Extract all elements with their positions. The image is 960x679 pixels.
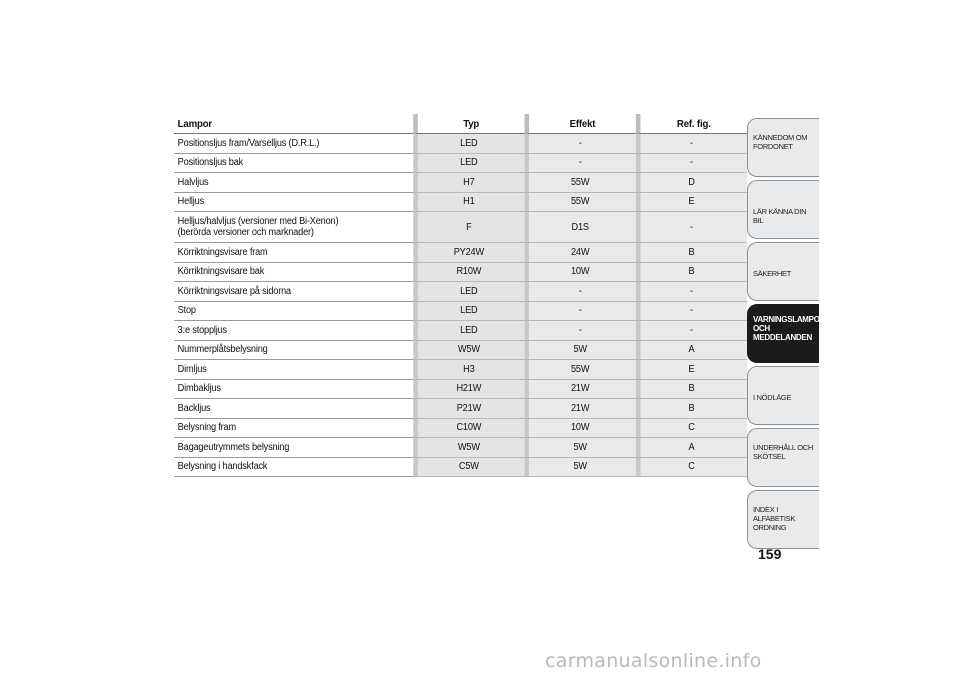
lamp-type: LED	[413, 302, 524, 322]
lamp-power: 5W	[525, 458, 636, 478]
lamp-power: 55W	[525, 193, 636, 213]
table-row	[174, 134, 747, 154]
chapter-tab-label: VARNINGSLAMPOR OCH MEDDELANDEN	[753, 315, 826, 342]
chapter-tab[interactable]	[747, 490, 819, 549]
lamp-type: C5W	[413, 458, 524, 478]
lamp-name	[174, 438, 413, 458]
lamp-power: 10W	[525, 263, 636, 283]
lamp-type: LED	[413, 282, 524, 302]
lamp-name	[174, 321, 413, 341]
table-row	[174, 419, 747, 439]
lamp-name	[174, 302, 413, 322]
lamp-power: -	[525, 302, 636, 322]
lamp-type: W5W	[413, 341, 524, 361]
table-row	[174, 154, 747, 174]
lamp-power: 55W	[525, 173, 636, 193]
chapter-tab[interactable]	[747, 242, 819, 301]
watermark: carmanualsonline.info	[545, 650, 762, 672]
table-row	[174, 212, 747, 243]
table-row	[174, 341, 747, 361]
header-power: Effekt	[525, 114, 636, 134]
lamp-ref-fig: B	[636, 243, 747, 263]
table-row	[174, 438, 747, 458]
lamp-ref-fig: -	[636, 212, 747, 243]
chapter-tabs	[747, 118, 826, 552]
table-row	[174, 321, 747, 341]
lamp-name	[174, 263, 413, 283]
lamp-type: F	[413, 212, 524, 243]
lamp-table	[174, 114, 747, 477]
lamp-name	[174, 212, 413, 243]
lamp-name	[174, 154, 413, 174]
lamp-name-line: (berörda versioner och marknader)	[177, 227, 314, 238]
lamp-name	[174, 193, 413, 213]
lamp-ref-fig: E	[636, 360, 747, 380]
lamp-name	[174, 173, 413, 193]
lamp-ref-fig: A	[636, 438, 747, 458]
lamp-type: R10W	[413, 263, 524, 283]
lamp-name	[174, 243, 413, 263]
lamp-name-line: Dimbakljus	[177, 383, 221, 395]
lamp-power: -	[525, 321, 636, 341]
lamp-name	[174, 399, 413, 419]
chapter-tab[interactable]	[747, 428, 819, 487]
table-row	[174, 399, 747, 419]
header-lamp: Lampor	[174, 114, 413, 134]
lamp-name	[174, 380, 413, 400]
lamp-type: W5W	[413, 438, 524, 458]
lamp-type: LED	[413, 154, 524, 174]
lamp-ref-fig: -	[636, 302, 747, 322]
table-row	[174, 263, 747, 283]
lamp-name-line: Positionsljus fram/Varselljus (D.R.L.)	[177, 137, 320, 149]
lamp-power: -	[525, 282, 636, 302]
lamp-name-line: Dimljus	[177, 363, 207, 375]
chapter-tab-label: KÄNNEDOM OM FORDONET	[753, 133, 808, 151]
lamp-type: P21W	[413, 399, 524, 419]
lamp-power: -	[525, 154, 636, 174]
chapter-tab-label: I NÖDLÄGE	[753, 393, 792, 402]
header-ref: Ref. fig.	[636, 114, 747, 134]
chapter-tab[interactable]	[747, 118, 819, 177]
lamp-ref-fig: -	[636, 321, 747, 341]
lamp-type: H7	[413, 173, 524, 193]
lamp-name	[174, 341, 413, 361]
lamp-ref-fig: -	[636, 282, 747, 302]
lamp-name-line: Helljus	[177, 196, 205, 208]
lamp-name-line: Stop	[177, 305, 196, 317]
chapter-tab[interactable]	[747, 366, 819, 425]
lamp-name-line: Nummerplåtsbelysning	[177, 344, 268, 356]
lamp-name-line: Backljus	[177, 402, 211, 414]
header-type: Typ	[413, 114, 524, 134]
page-number: 159	[758, 546, 782, 562]
lamp-type: LED	[413, 321, 524, 341]
lamp-power: 10W	[525, 419, 636, 439]
lamp-type: LED	[413, 134, 524, 154]
lamp-ref-fig: B	[636, 380, 747, 400]
chapter-tab[interactable]	[747, 304, 826, 363]
lamp-power: 21W	[525, 399, 636, 419]
lamp-ref-fig: B	[636, 263, 747, 283]
lamp-name-line: Körriktningsvisare på sidorna	[177, 285, 291, 297]
lamp-type: H1	[413, 193, 524, 213]
lamp-power: -	[525, 134, 636, 154]
lamp-name-line: Positionsljus bak	[177, 157, 244, 169]
lamp-type: H3	[413, 360, 524, 380]
lamp-ref-fig: C	[636, 419, 747, 439]
lamp-ref-fig: A	[636, 341, 747, 361]
lamp-power: 24W	[525, 243, 636, 263]
lamp-power: D1S	[525, 212, 636, 243]
lamp-name-line: Belysning fram	[177, 422, 236, 434]
chapter-tab-label: UNDERHÅLL OCH SKÖTSEL	[753, 443, 814, 461]
lamp-name-line: Körriktningsvisare fram	[177, 246, 268, 258]
lamp-name-line: Belysning i handskfack	[177, 461, 268, 473]
table-row	[174, 302, 747, 322]
lamp-ref-fig: E	[636, 193, 747, 213]
chapter-tab-label: LÄR KÄNNA DIN BIL	[753, 207, 807, 225]
lamp-power: 21W	[525, 380, 636, 400]
lamp-ref-fig: C	[636, 458, 747, 478]
table-row	[174, 282, 747, 302]
chapter-tab[interactable]	[747, 180, 819, 239]
lamp-name	[174, 282, 413, 302]
lamp-ref-fig: B	[636, 399, 747, 419]
lamp-type: C10W	[413, 419, 524, 439]
chapter-tab-label: INDEX I ALFABETISK ORDNING	[753, 505, 796, 532]
chapter-tab-label: SÄKERHET	[753, 269, 792, 278]
lamp-ref-fig: -	[636, 134, 747, 154]
lamp-power: 5W	[525, 341, 636, 361]
lamp-power: 55W	[525, 360, 636, 380]
lamp-ref-fig: -	[636, 154, 747, 174]
lamp-ref-fig: D	[636, 173, 747, 193]
table-row	[174, 243, 747, 263]
lamp-name-line: Helljus/halvljus (versioner med Bi-Xenon)	[177, 216, 339, 227]
lamp-name-line: Körriktningsvisare bak	[177, 266, 265, 278]
lamp-name-line: 3:e stoppljus	[177, 324, 227, 336]
lamp-type: H21W	[413, 380, 524, 400]
lamp-name-line: Halvljus	[177, 176, 209, 188]
lamp-table-body	[174, 134, 747, 477]
lamp-name	[174, 419, 413, 439]
table-row	[174, 458, 747, 478]
lamp-name	[174, 134, 413, 154]
table-header-row	[174, 114, 747, 134]
table-row	[174, 360, 747, 380]
lamp-name	[174, 458, 413, 478]
table-row	[174, 193, 747, 213]
table-row	[174, 173, 747, 193]
lamp-name	[174, 360, 413, 380]
table-row	[174, 380, 747, 400]
lamp-type: PY24W	[413, 243, 524, 263]
lamp-name-line: Bagageutrymmets belysning	[177, 441, 290, 453]
lamp-power: 5W	[525, 438, 636, 458]
